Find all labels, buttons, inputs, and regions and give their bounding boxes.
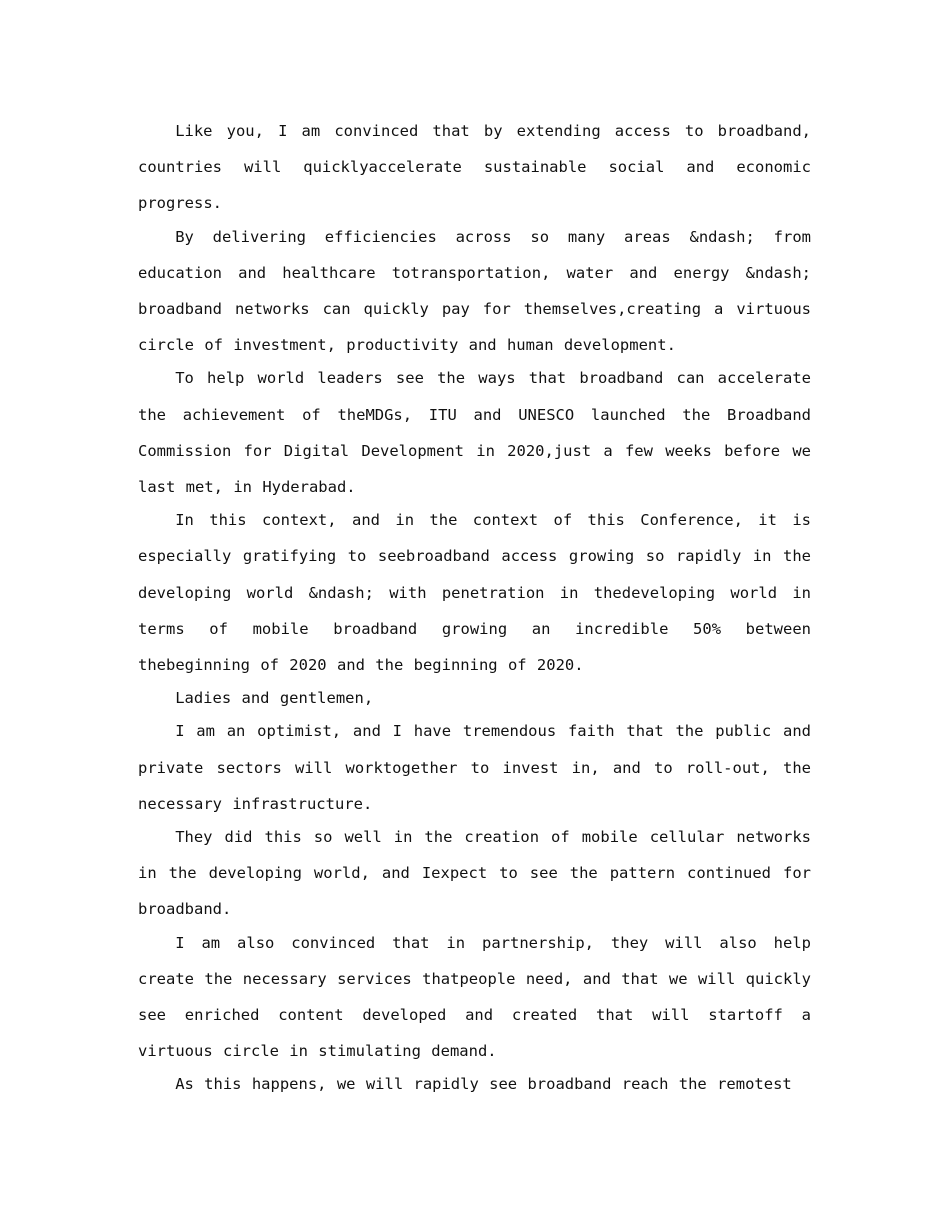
paragraph-5: Ladies and gentlemen, bbox=[175, 689, 374, 708]
paragraph-4: In this context, and in the context of this Conference, it is especially gratifying to seebroadband access growing so rapidly in the developing world &ndash; with penetration in thedeveloping world in terms of mobile broadband growing an incredible 50% between thebeginning of 2020 and the beginning of 2020. bbox=[138, 511, 811, 675]
paragraph-9: As this happens, we will rapidly see broadband reach the remotest bbox=[175, 1075, 792, 1094]
paragraph-1: Like you, I am convinced that by extending access to broadband, countries will quicklyaccelerate sustainable social and economic progress. bbox=[138, 122, 811, 213]
paragraph-6: I am an optimist, and I have tremendous faith that the public and private sectors will worktogether to invest in, and to roll-out, the necessary infrastructure. bbox=[138, 722, 811, 813]
document-body bbox=[138, 113, 811, 1100]
paragraph-3: To help world leaders see the ways that broadband can accelerate the achievement of theMDGs, ITU and UNESCO launched the Broadband Commission for Digital Development in 2020,just a few weeks before we last met, in Hyderabad. bbox=[138, 369, 811, 497]
paragraph-8: I am also convinced that in partnership, they will also help create the necessary services thatpeople need, and that we will quickly see enriched content developed and created that will startoff a virtuous circle in stimulating demand. bbox=[138, 933, 811, 1061]
paragraph-7: They did this so well in the creation of mobile cellular networks in the developing world, and Iexpect to see the pattern continued for broadband. bbox=[138, 828, 811, 919]
paragraph-2: By delivering efficiencies across so many areas &ndash; from education and healthcare totransportation, water and energy &ndash; broadband networks can quickly pay for themselves,creating a virtuous circle of investment, productivity and human development. bbox=[138, 227, 811, 355]
